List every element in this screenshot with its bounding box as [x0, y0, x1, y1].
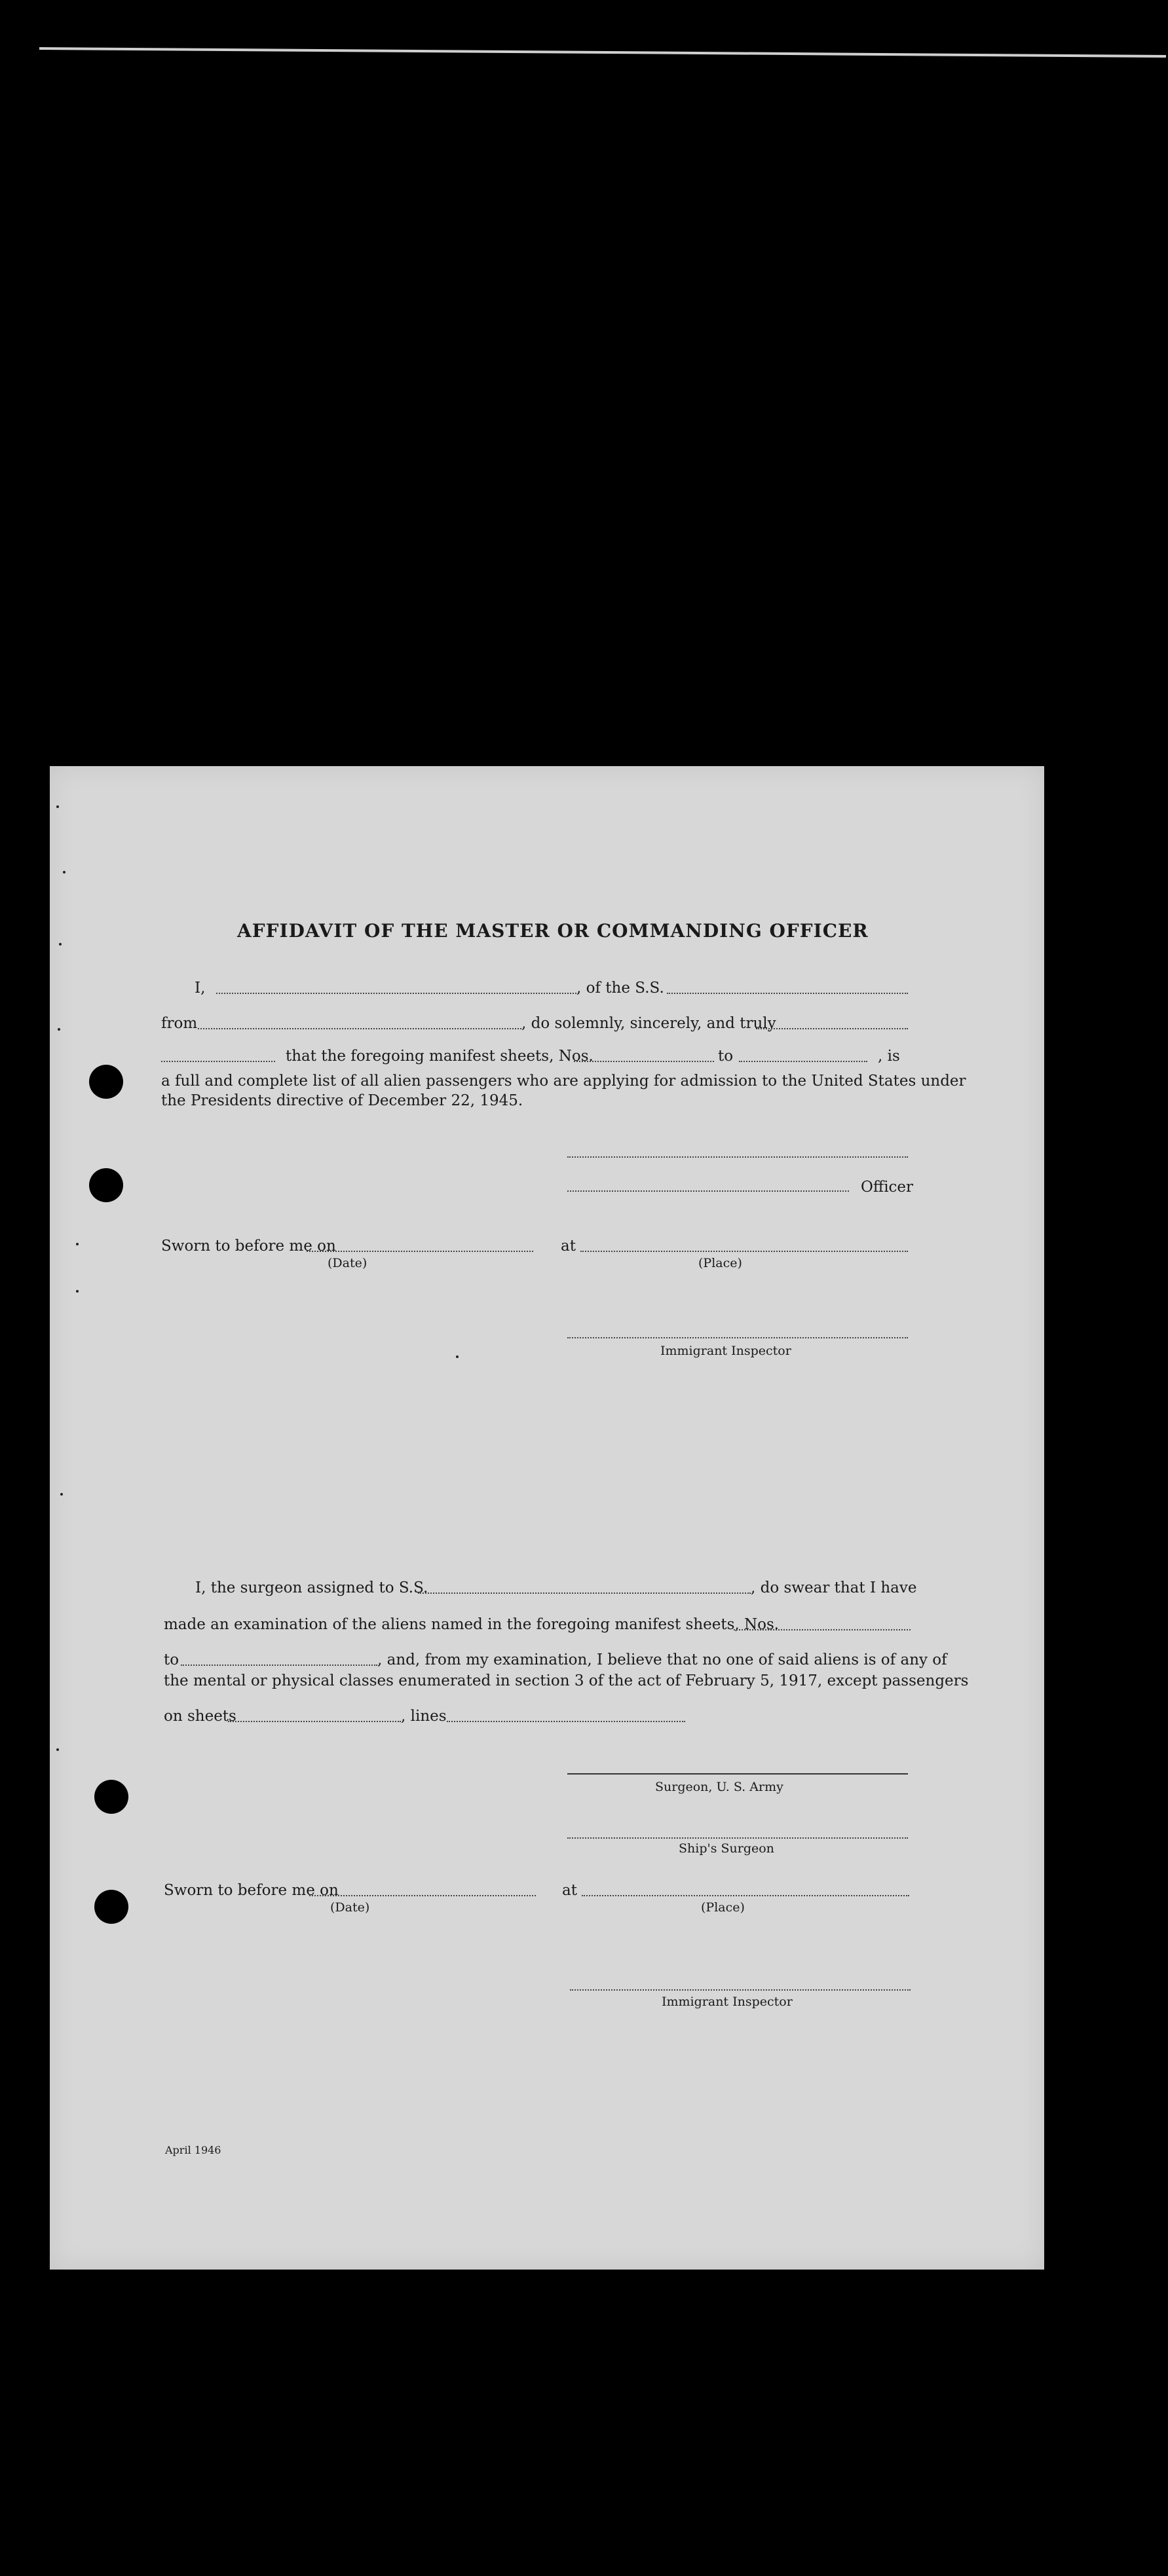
- sworn-prefix: Sworn to before me on: [161, 1238, 336, 1255]
- sheet-to-field[interactable]: [739, 1059, 867, 1062]
- at-label: at: [561, 1238, 576, 1255]
- name-field[interactable]: [216, 991, 576, 994]
- on-sheets-field[interactable]: [228, 1720, 401, 1722]
- surgeon-sworn-prefix: Sworn to before me on: [164, 1882, 339, 1899]
- line3-c: , is: [878, 1048, 900, 1065]
- surgeon-line3-a: to: [164, 1651, 179, 1668]
- punch-hole: [89, 1168, 123, 1202]
- signature-line[interactable]: [567, 1155, 908, 1158]
- punch-hole: [94, 1890, 128, 1924]
- surgeon-date-label: (Date): [330, 1900, 370, 1915]
- port-field[interactable]: [198, 1027, 521, 1029]
- surgeon-inspector-label: Immigrant Inspector: [662, 1995, 793, 2009]
- document-page: [50, 766, 1044, 2270]
- sworn-date-field[interactable]: [307, 1249, 533, 1252]
- officer-line[interactable]: [567, 1189, 849, 1192]
- surgeon-line1-b: , do swear that I have: [751, 1579, 917, 1596]
- sheet-from-field[interactable]: [574, 1059, 714, 1062]
- surgeon-line4: the mental or physical classes enumerated in section 3 of the act of February 5, 1917, except passengers: [164, 1672, 969, 1689]
- line1-mid: , of the S.S.: [576, 980, 664, 997]
- surgeon-line5-a: on sheets: [164, 1708, 236, 1725]
- surgeon-line1-a: I, the surgeon assigned to S.S.: [195, 1579, 428, 1596]
- surgeon-ship-field[interactable]: [418, 1591, 751, 1594]
- truly-field[interactable]: [756, 1027, 908, 1029]
- line1-prefix: I,: [195, 980, 206, 997]
- army-label: Surgeon, U. S. Army: [655, 1780, 783, 1794]
- surgeon-line5-b: , lines: [401, 1708, 447, 1725]
- line3-b: to: [718, 1048, 734, 1065]
- sworn-field[interactable]: [161, 1059, 275, 1062]
- speck: [76, 1243, 79, 1245]
- surgeon-place-label: (Place): [701, 1900, 745, 1915]
- lines-field[interactable]: [447, 1720, 685, 1722]
- surgeon-sworn-place-field[interactable]: [582, 1894, 909, 1896]
- film-edge: [39, 47, 1166, 58]
- speck: [59, 943, 62, 946]
- surgeon-line2: made an examination of the aliens named in the foregoing manifest sheets, Nos.: [164, 1616, 780, 1633]
- speck: [56, 1748, 59, 1751]
- date-label: (Date): [328, 1256, 367, 1270]
- speck: [60, 1493, 63, 1496]
- ship-surgeon-label: Ship's Surgeon: [679, 1841, 774, 1856]
- speck: [63, 871, 66, 874]
- surgeon-to-field[interactable]: [181, 1663, 377, 1666]
- surgeon-at-label: at: [562, 1882, 577, 1899]
- line3-a: that the foregoing manifest sheets, Nos.: [286, 1048, 593, 1065]
- officer-label: Officer: [861, 1179, 914, 1196]
- inspector-line[interactable]: [567, 1336, 908, 1338]
- line4: a full and complete list of all alien passengers who are applying for admission to the United States under: [161, 1073, 966, 1090]
- ship-name-field[interactable]: [667, 991, 908, 994]
- speck: [56, 805, 59, 808]
- surgeon-inspector-line[interactable]: [570, 1988, 911, 1991]
- surgeon-line3-b: , and, from my examination, I believe that no one of said aliens is of any of: [377, 1651, 947, 1668]
- form-date: April 1946: [165, 2144, 221, 2156]
- surgeon-nos-field[interactable]: [734, 1628, 911, 1630]
- speck: [58, 1028, 60, 1031]
- punch-hole: [89, 1065, 123, 1099]
- ship-surgeon-line[interactable]: [567, 1836, 908, 1839]
- punch-hole: [94, 1780, 128, 1814]
- sworn-place-field[interactable]: [580, 1249, 908, 1252]
- line2-mid: , do solemnly, sincerely, and truly: [521, 1015, 776, 1032]
- line2-prefix: from: [161, 1015, 198, 1032]
- speck: [456, 1355, 459, 1358]
- speck: [76, 1290, 79, 1293]
- line5: the Presidents directive of December 22, 1945.: [161, 1092, 523, 1109]
- place-label: (Place): [698, 1256, 742, 1270]
- affidavit-title: AFFIDAVIT OF THE MASTER OR COMMANDING OFFICER: [237, 920, 869, 942]
- surgeon-sworn-date-field[interactable]: [309, 1894, 536, 1896]
- army-signature-line[interactable]: [567, 1773, 908, 1775]
- inspector-label: Immigrant Inspector: [660, 1344, 791, 1358]
